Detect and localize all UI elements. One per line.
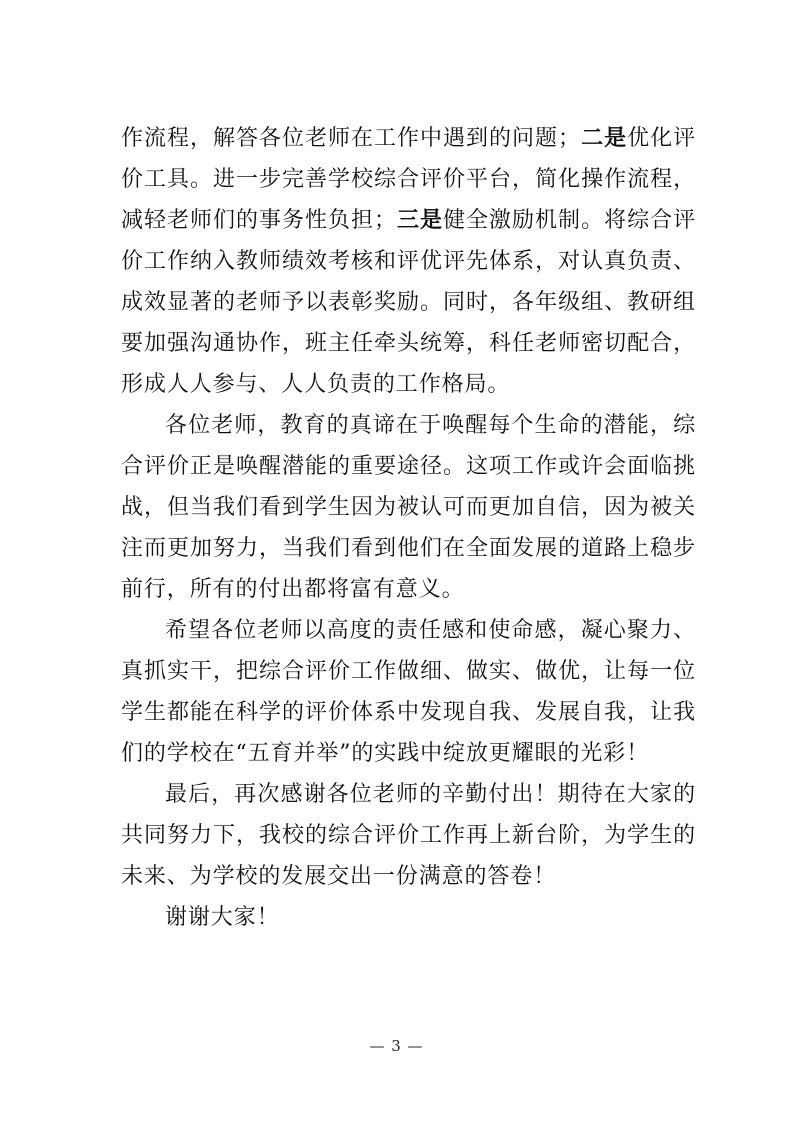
document-body bbox=[121, 118, 696, 938]
paragraph-2-text: 各位老师，教育的真谛在于唤醒每个生命的潜能，综合评价正是唤醒潜能的重要途径。这项工作或许会面临挑战，但当我们看到学生因为被认可而更加自信，因为被关注而更加努力，当我们看到他们在全面发展的道路上稳步前行，所有的付出都将富有意义。 bbox=[121, 413, 696, 602]
paragraph-1-text-2: 优化评价工具。进一步完善学校综合评价平台，简化操作流程，减轻老师们的事务性负担； bbox=[121, 126, 696, 233]
paragraph-5-text: 谢谢大家！ bbox=[165, 905, 280, 930]
paragraph-1-text-1: 作流程，解答各位老师在工作中遇到的问题； bbox=[121, 126, 581, 151]
page-number: — 3 — bbox=[369, 1037, 424, 1055]
paragraph-4 bbox=[121, 774, 696, 897]
paragraph-3 bbox=[121, 610, 696, 774]
paragraph-4-text: 最后，再次感谢各位老师的辛勤付出！期待在大家的共同努力下，我校的综合评价工作再上新台阶，为学生的未来、为学校的发展交出一份满意的答卷！ bbox=[121, 782, 696, 889]
paragraph-1-emphasis-second: 二是 bbox=[580, 125, 628, 151]
paragraph-3-text: 希望各位老师以高度的责任感和使命感，凝心聚力、真抓实干，把综合评价工作做细、做实、做优，让每一位学生都能在科学的评价体系中发现自我、发展自我，让我们的学校在“五育并举”的实践中绽放更耀眼的光彩！ bbox=[121, 618, 696, 766]
paragraph-1-emphasis-third: 三是 bbox=[396, 207, 444, 233]
paragraph-1-text-3: 健全激励机制。将综合评价工作纳入教师绩效考核和评优评先体系，对认真负责、成效显著的老师予以表彰奖励。同时，各年级组、教研组要加强沟通协作，班主任牵头统筹，科任老师密切配合，形成人人参与、人人负责的工作格局。 bbox=[121, 208, 696, 397]
paragraph-5 bbox=[121, 897, 696, 938]
paragraph-1 bbox=[121, 118, 696, 405]
paragraph-2 bbox=[121, 405, 696, 610]
